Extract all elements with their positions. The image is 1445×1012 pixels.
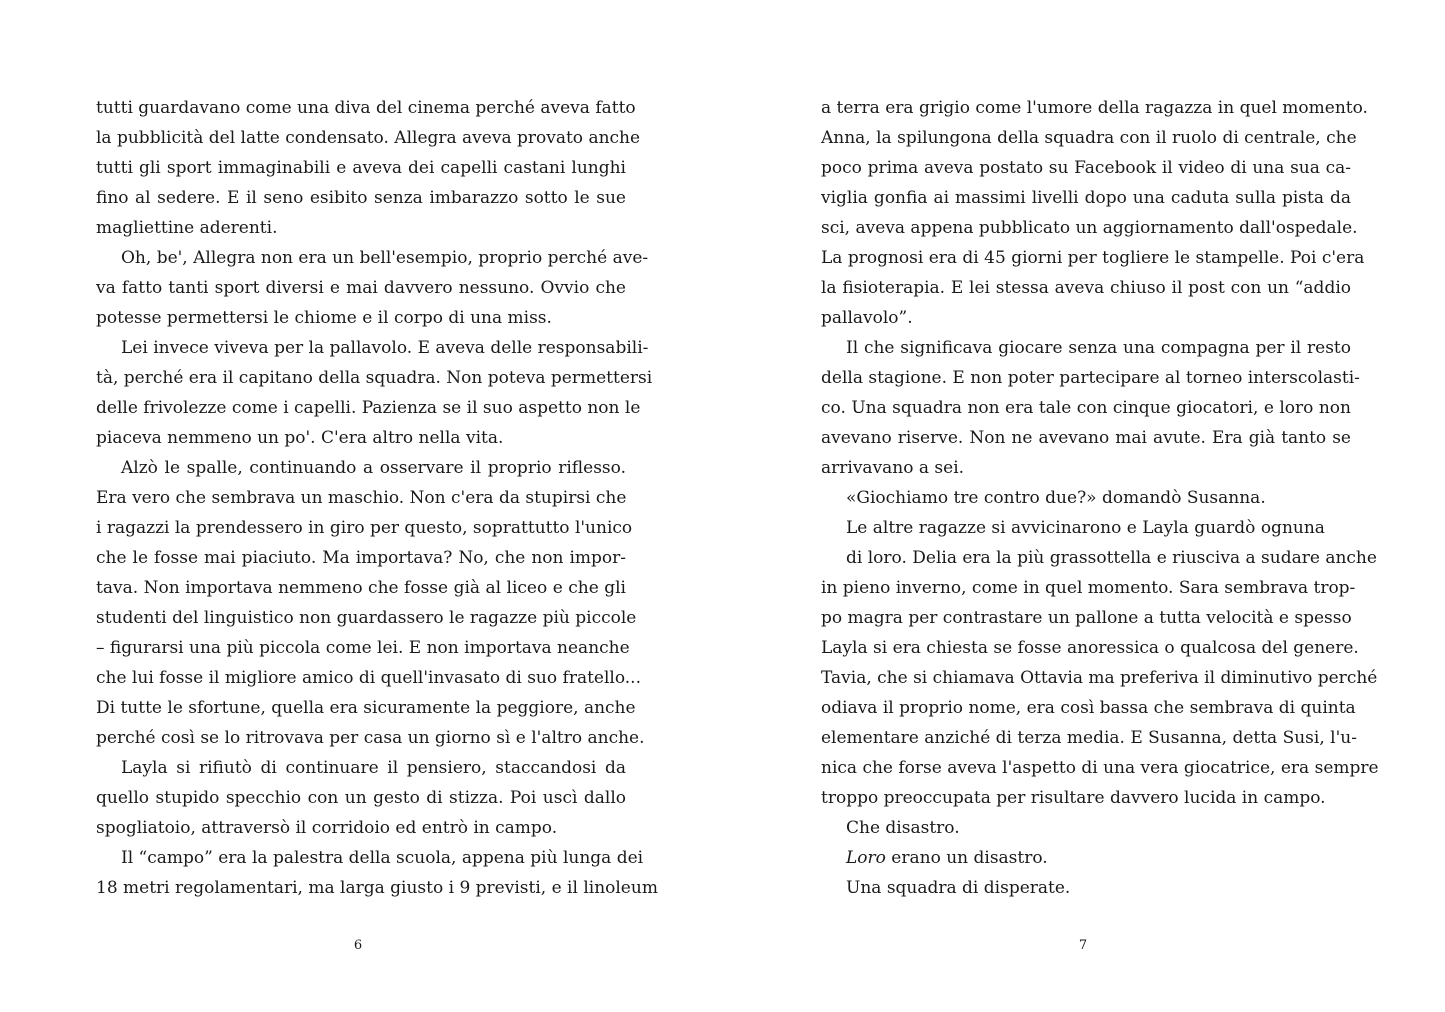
text-line: pallavolo”.	[821, 308, 913, 328]
text-line: Lei invece viveva per la pallavolo. E aveva delle responsabili-	[121, 338, 649, 358]
text-line: che le fosse mai piaciuto. Ma importava? No, che non impor-	[96, 548, 626, 568]
text-line: Il “campo” era la palestra della scuola, appena più lunga dei	[121, 848, 644, 868]
text-line: sci, aveva appena pubblicato un aggiornamento dall'ospedale.	[821, 218, 1358, 238]
text-line: magliettine aderenti.	[96, 218, 278, 238]
text-line: fino al sedere. E il seno esibito senza imbarazzo sotto le sue	[96, 188, 626, 208]
right-page-text	[821, 93, 1379, 903]
text-line: Che disastro.	[846, 818, 960, 838]
text-line: nica che forse aveva l'aspetto di una vera giocatrice, era sempre	[821, 758, 1379, 778]
text-line: va fatto tanti sport diversi e mai davvero nessuno. Ovvio che	[96, 278, 626, 298]
text-line: delle frivolezze come i capelli. Pazienza se il suo aspetto non le	[96, 398, 641, 418]
text-line: Di tutte le sfortune, quella era sicuramente la peggiore, anche	[96, 698, 636, 718]
text-line: in pieno inverno, come in quel momento. Sara sembrava trop-	[821, 578, 1356, 598]
text-line: Una squadra di disperate.	[846, 878, 1071, 898]
text-line: Le altre ragazze si avvicinarono e Layla guardò ognuna	[846, 518, 1325, 538]
left-page-number: 6	[353, 938, 363, 953]
text-line: a terra era grigio come l'umore della ragazza in quel momento.	[821, 98, 1368, 118]
text-line: quello stupido specchio con un gesto di stizza. Poi uscì dallo	[96, 788, 626, 808]
text-line: potesse permettersi le chiome e il corpo di una miss.	[96, 308, 552, 328]
text-line: poco prima aveva postato su Facebook il video di una sua ca-	[821, 158, 1351, 178]
text-line: Alzò le spalle, continuando a osservare il proprio riflesso.	[121, 458, 626, 478]
text-line: tutti guardavano come una diva del cinema perché aveva fatto	[96, 98, 636, 118]
text-line: perché così se lo ritrovava per casa un giorno sì e l'altro anche.	[96, 728, 645, 748]
text-line: co. Una squadra non era tale con cinque giocatori, e loro non	[821, 398, 1351, 418]
text-line: spogliatoio, attraversò il corridoio ed entrò in campo.	[96, 818, 558, 838]
text-line: tà, perché era il capitano della squadra. Non poteva permettersi	[96, 368, 653, 388]
text-line: la fisioterapia. E lei stessa aveva chiuso il post con un “addio	[821, 278, 1351, 298]
text-line: Layla si era chiesta se fosse anoressica o qualcosa del genere.	[821, 638, 1359, 658]
text-line: troppo preoccupata per risultare davvero lucida in campo.	[821, 788, 1326, 808]
text-line: elementare anziché di terza media. E Susanna, detta Susi, l'u-	[821, 728, 1357, 748]
text-line: Oh, be', Allegra non era un bell'esempio, proprio perché ave-	[121, 248, 649, 268]
text-line: la pubblicità del latte condensato. Allegra aveva provato anche	[96, 128, 641, 148]
italic-word: Loro	[846, 848, 886, 868]
text-line: viglia gonfia ai massimi livelli dopo una caduta sulla pista da	[821, 188, 1351, 208]
text-line	[821, 843, 1351, 873]
text-line: Tavia, che si chiamava Ottavia ma preferiva il diminutivo perché	[821, 668, 1378, 688]
text-line: di loro. Delia era la più grassottella e riusciva a sudare anche	[846, 548, 1377, 568]
text-line: tutti gli sport immaginabili e aveva dei capelli castani lunghi	[96, 158, 626, 178]
text-line: tava. Non importava nemmeno che fosse già al liceo e che gli	[96, 578, 626, 598]
text-line: po magra per contrastare un pallone a tutta velocità e spesso	[821, 608, 1352, 628]
text-line: – figurarsi una più piccola come lei. E non importava neanche	[96, 638, 630, 658]
left-page-text	[96, 93, 658, 903]
text-line: che lui fosse il migliore amico di quell'invasato di suo fratello...	[96, 668, 641, 688]
text-line: Era vero che sembrava un maschio. Non c'era da stupirsi che	[96, 488, 627, 508]
text-line: i ragazzi la prendessero in giro per questo, soprattutto l'unico	[96, 518, 633, 538]
right-page-number: 7	[1078, 938, 1088, 953]
text-line: «Giochiamo tre contro due?» domandò Susanna.	[846, 488, 1266, 508]
text-line: Anna, la spilungona della squadra con il ruolo di centrale, che	[821, 128, 1357, 148]
text-line: avevano riserve. Non ne avevano mai avute. Era già tanto se	[821, 428, 1351, 448]
text-line: studenti del linguistico non guardassero le ragazze più piccole	[96, 608, 637, 628]
text-line: Il che significava giocare senza una compagna per il resto	[846, 338, 1351, 358]
text-line: Layla si rifiutò di continuare il pensiero, staccandosi da	[121, 758, 626, 778]
text-line: odiava il proprio nome, era così bassa che sembrava di quinta	[821, 698, 1356, 718]
text-line: piaceva nemmeno un po'. C'era altro nella vita.	[96, 428, 504, 448]
text-line: La prognosi era di 45 giorni per togliere le stampelle. Poi c'era	[821, 248, 1365, 268]
text-line: arrivavano a sei.	[821, 458, 965, 478]
text-line: della stagione. E non poter partecipare al torneo interscolasti-	[821, 368, 1360, 388]
text-line: 18 metri regolamentari, ma larga giusto i 9 previsti, e il linoleum	[96, 878, 658, 898]
line-rest: erano un disastro.	[885, 848, 1048, 868]
